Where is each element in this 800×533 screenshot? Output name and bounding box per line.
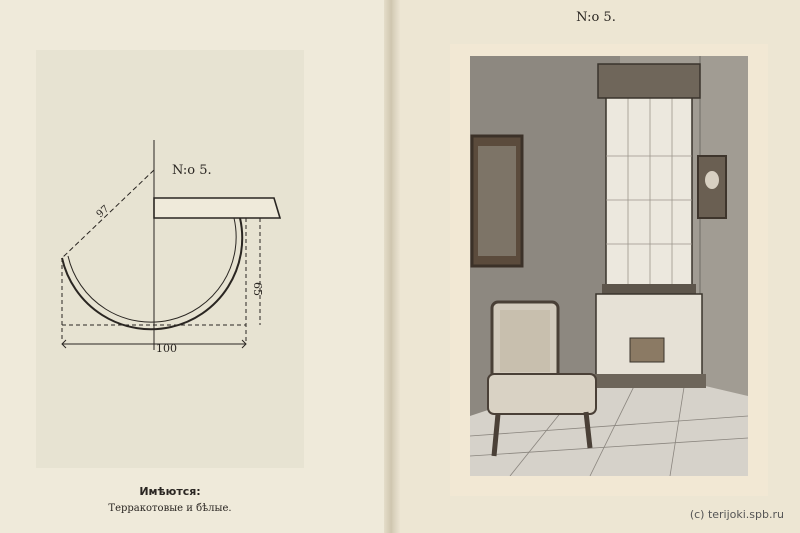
technical-drawing-plate (36, 50, 304, 468)
stove-door (630, 338, 664, 362)
stove-base (596, 294, 702, 380)
left-plate-number: N:o 5. (172, 163, 212, 178)
dimension-radius: 97 (94, 203, 112, 221)
stove-outline-outer (62, 218, 242, 329)
stove-illustration-art (470, 56, 748, 476)
right-plate-number: N:o 5. (576, 10, 616, 25)
stove-body (606, 96, 692, 312)
painting-canvas (478, 146, 516, 256)
stove-crown (598, 64, 700, 98)
caption-subtitle: Терракотовые и бѣлые. (108, 503, 232, 514)
watermark: (c) terijoki.spb.ru (689, 508, 784, 521)
stove-illustration (470, 56, 748, 476)
book-gutter (384, 0, 400, 533)
top-slab (154, 198, 280, 218)
dimension-width: 100 (156, 342, 177, 355)
dimension-depth: 65 (251, 282, 264, 296)
stove-plan-drawing (36, 50, 304, 468)
stove-plinth (592, 374, 706, 388)
stove-middle-band (602, 284, 696, 294)
portrait-face (705, 171, 719, 189)
caption-title: Имѣются: (139, 485, 201, 498)
